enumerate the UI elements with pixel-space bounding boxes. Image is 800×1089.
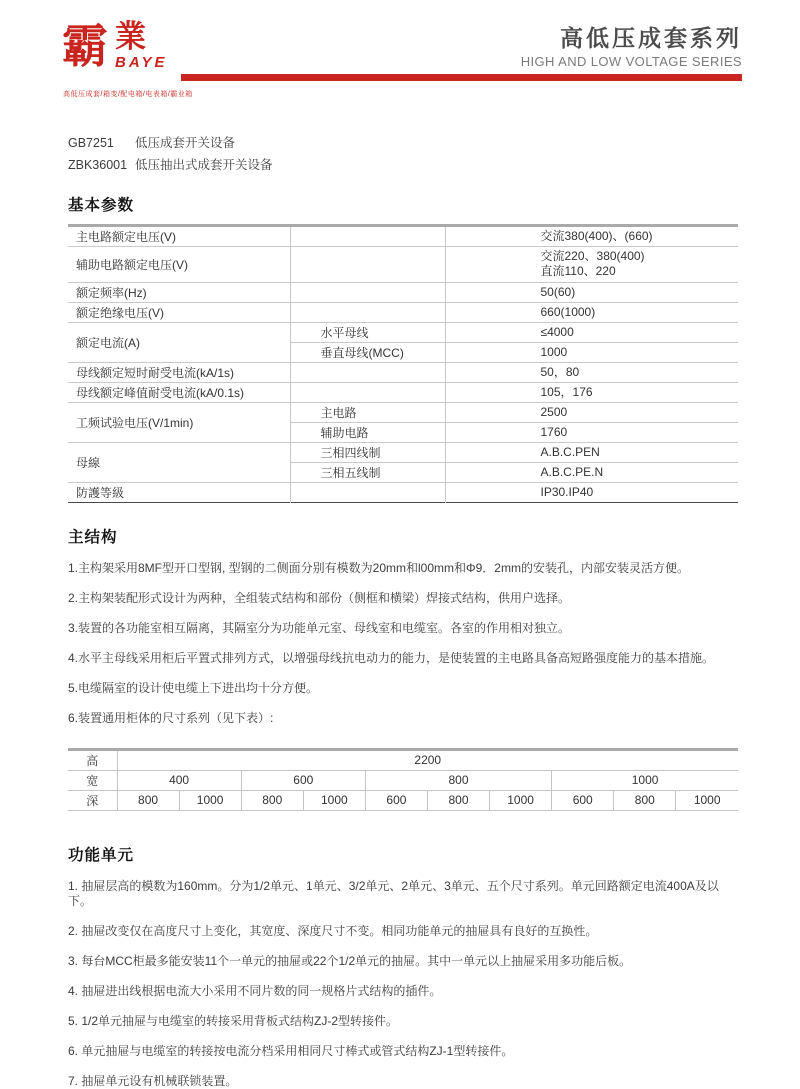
param-value-line: ≤4000: [540, 324, 574, 339]
logo-tagline: 高低压成套/箱变/配电箱/电表箱/霸业箱: [63, 91, 193, 98]
section-title-basic-params: 基本参数: [68, 196, 135, 214]
param-value-line: 50(60): [540, 284, 576, 299]
param-value-line: 1000: [540, 344, 568, 359]
param-sub-label: 三相五线制: [290, 462, 445, 482]
section-title-functional-unit: 功能单元: [68, 846, 135, 864]
param-value: [445, 382, 738, 402]
dim-value: 800: [365, 770, 551, 790]
dim-value: 1000: [303, 790, 365, 810]
dim-value: 600: [552, 790, 614, 810]
dims-table-row: [68, 749, 738, 770]
list-item: 3.装置的各功能室相互隔离，其隔室分为功能单元室、母线室和电缆室。各室的作用相对独立。: [68, 620, 571, 635]
list-item: 7. 抽屉单元设有机械联锁装置。: [68, 1073, 238, 1088]
param-value: [445, 402, 738, 422]
params-table-row: [68, 225, 738, 246]
param-value: [445, 422, 738, 442]
company-logo: [62, 19, 168, 73]
params-table-row: [68, 482, 738, 502]
section-title-main-structure: 主结构: [68, 528, 118, 546]
param-label: 母线额定短时耐受电流(kA/1s): [68, 362, 290, 382]
param-sub-label: [290, 282, 445, 302]
standard-code: ZBK36001: [68, 158, 128, 173]
param-label: 防護等級: [68, 482, 290, 502]
basic-params-table: [68, 224, 738, 503]
param-value: [445, 362, 738, 382]
list-item: 5. 1/2单元抽屉与电缆室的转接采用背板式结构ZJ-2型转接件。: [68, 1013, 399, 1028]
param-sub-label: [290, 246, 445, 282]
logo-wordmark: BAYE: [115, 54, 168, 71]
param-sub-label: [290, 382, 445, 402]
dim-value: 2200: [117, 749, 738, 770]
param-value-line: 2500: [540, 404, 568, 419]
dim-value: 800: [427, 790, 489, 810]
param-label: 额定频率(Hz): [68, 282, 290, 302]
standards-list: [68, 136, 738, 173]
param-value: [445, 225, 738, 246]
dim-value: 1000: [490, 790, 552, 810]
list-item: 1.主构架采用8MF型开口型钢, 型钢的二侧面分别有模数为20mm和l00mm和Φ9．2mm的安装孔，内部安装灵活方便。: [68, 560, 689, 575]
param-label: 额定绝缘电压(V): [68, 302, 290, 322]
params-table-row: [68, 362, 738, 382]
param-value: [445, 462, 738, 482]
params-table-row: [68, 282, 738, 302]
dim-value: 1000: [676, 790, 738, 810]
logo-char-ye: 業: [115, 19, 146, 55]
dim-row-label: 深: [68, 790, 117, 810]
param-label: 主电路额定电压(V): [68, 225, 290, 246]
header-accent-bar: [181, 74, 742, 81]
param-value-line: 105，176: [540, 384, 593, 399]
param-value-line: 50，80: [540, 364, 580, 379]
functional-unit-list: [68, 879, 738, 1089]
param-sub-label: [290, 362, 445, 382]
dim-value: 400: [117, 770, 241, 790]
logo-char-ba: 霸: [62, 19, 108, 73]
standard-name: 低压抽出式成套开关设备: [135, 158, 273, 173]
dim-value: 800: [241, 790, 303, 810]
param-label: 工频试验电压(V/1min): [68, 402, 290, 442]
param-label: 辅助电路额定电压(V): [68, 246, 290, 282]
dims-table-row: [68, 770, 738, 790]
param-value-line: 交流380(400)、(660): [540, 228, 653, 243]
list-item: 5.电缆隔室的设计使电缆上下进出均十分方便。: [68, 680, 319, 695]
list-item: 6.装置通用柜体的尺寸系列（见下表）:: [68, 710, 274, 725]
params-table-row: [68, 322, 738, 342]
param-value: [445, 442, 738, 462]
param-sub-label: [290, 225, 445, 246]
dim-value: 800: [614, 790, 676, 810]
page-header: [0, 0, 800, 100]
params-table-row: [68, 246, 738, 282]
param-value: [445, 322, 738, 342]
param-value: [445, 482, 738, 502]
dim-value: 1000: [179, 790, 241, 810]
list-item: 2. 抽屉改变仅在高度尺寸上变化，其宽度、深度尺寸不变。相同功能单元的抽屉具有良好的互换性。: [68, 923, 598, 938]
dim-value: 800: [117, 790, 179, 810]
list-item: 1. 抽屉层高的模数为160mm。分为1/2单元、1单元、3/2单元、2单元、3单元、五个尺寸系列。单元回路额定电流400A及以下。: [68, 878, 719, 908]
param-value: [445, 302, 738, 322]
standard-name: 低压成套开关设备: [135, 136, 236, 150]
params-table-row: [68, 382, 738, 402]
standard-row: [68, 136, 738, 150]
series-title-en: HIGH AND LOW VOLTAGE SERIES: [520, 53, 742, 69]
main-structure-list: [68, 561, 738, 726]
dims-table-row: [68, 790, 738, 810]
param-sub-label: [290, 302, 445, 322]
param-sub-label: 垂直母线(MCC): [290, 342, 445, 362]
params-table-row: [68, 302, 738, 322]
param-value: [445, 282, 738, 302]
param-value-line: 交流220、380(400): [540, 248, 645, 263]
standard-code: GB7251: [68, 136, 114, 150]
list-item: 3. 每台MCC柜最多能安装11个一单元的抽屉或22个1/2单元的抽屉。其中一单元以上抽屉采用多功能后板。: [68, 953, 632, 968]
series-title-cn: 高低压成套系列: [560, 25, 742, 51]
param-sub-label: [290, 482, 445, 502]
params-table-row: [68, 442, 738, 462]
param-value-line: A.B.C.PEN: [540, 444, 600, 459]
list-item: 4. 抽屉进出线根据电流大小采用不同片数的同一规格片式结构的插件。: [68, 983, 442, 998]
param-sub-label: 主电路: [290, 402, 445, 422]
dim-row-label: 宽: [68, 770, 117, 790]
page-content: [0, 136, 800, 1089]
param-sub-label: 水平母线: [290, 322, 445, 342]
dim-value: 600: [241, 770, 365, 790]
cabinet-dimensions-table: [68, 748, 738, 811]
param-value-line: IP30.IP40: [540, 484, 594, 499]
list-item: 4.水平主母线采用柜后平置式排列方式，以增强母线抗电动力的能力，是使装置的主电路具备高短路强度能力的基本措施。: [68, 650, 715, 665]
param-value: [445, 342, 738, 362]
param-value-line: 1760: [540, 424, 568, 439]
dim-value: 600: [365, 790, 427, 810]
list-item: 2.主构架装配形式设计为两种，全组装式结构和部份（侧框和横梁）焊接式结构，供用户选择。: [68, 590, 571, 605]
param-label: 母線: [68, 442, 290, 482]
param-value-line: 660(1000): [540, 304, 596, 319]
param-sub-label: 三相四线制: [290, 442, 445, 462]
param-value: [445, 246, 738, 282]
param-sub-label: 辅助电路: [290, 422, 445, 442]
param-value-line: A.B.C.PE.N: [540, 464, 604, 479]
param-value-line: 直流110、220: [540, 264, 616, 279]
list-item: 6. 单元抽屉与电缆室的转接按电流分档采用相同尺寸棒式或管式结构ZJ-1型转接件。: [68, 1043, 514, 1058]
param-label: 母线额定峰值耐受电流(kA/0.1s): [68, 382, 290, 402]
params-table-row: [68, 402, 738, 422]
param-label: 额定电流(A): [68, 322, 290, 362]
dim-row-label: 高: [68, 749, 117, 770]
standard-row: [68, 158, 738, 172]
dim-value: 1000: [552, 770, 738, 790]
